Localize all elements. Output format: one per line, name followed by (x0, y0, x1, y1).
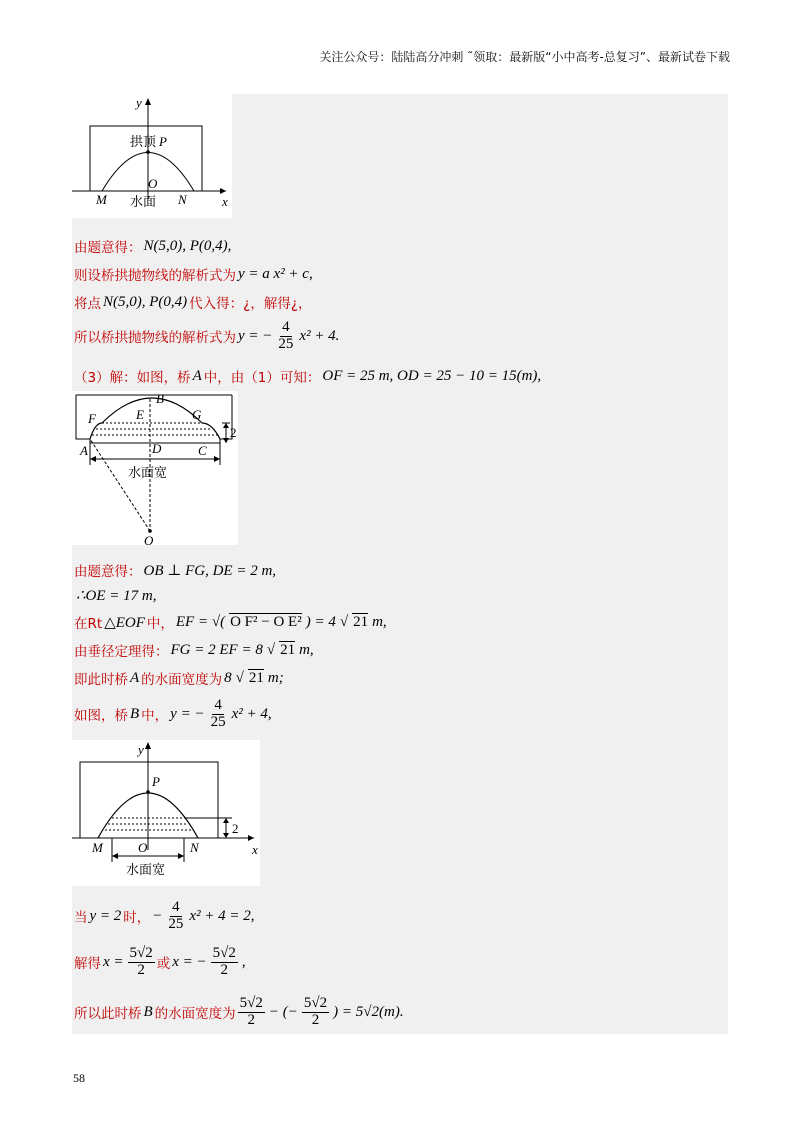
fig2-c-label: C (198, 443, 207, 458)
line-9: 由垂径定理得： FG = 2 EF = 8 √ 21 m, (74, 641, 314, 660)
math: A (130, 669, 140, 686)
fig2-g-label: G (192, 407, 202, 422)
line-7 (74, 586, 159, 605)
fraction (128, 946, 155, 979)
text: 所以桥拱抛物线的解析式为 (74, 330, 236, 347)
text: 代入得：¿，解得¿， (189, 296, 312, 312)
math: ∴OE = 17 m, (76, 588, 157, 604)
text: 当 (74, 910, 88, 927)
text: 如图，桥 (74, 708, 128, 725)
text: 的水面宽度为 (141, 672, 223, 688)
math: OF = 25 m, OD = 25 − 10 = 15(m), (322, 367, 542, 384)
math: x = − (172, 953, 207, 970)
math: y = a x² + c, (238, 265, 313, 282)
math: B (143, 1003, 153, 1020)
fig1-m-label: M (96, 192, 107, 207)
page-number: 58 (73, 1071, 85, 1085)
fig1-arch-top-label: 拱顶 (130, 135, 157, 150)
math: m; (267, 669, 284, 686)
denominator: 2 (220, 961, 229, 978)
line-3 (74, 292, 312, 312)
numerator: 5√2 (129, 945, 153, 961)
line-2 (74, 264, 315, 284)
figure3-svg (72, 740, 260, 886)
text: 所以此时桥 (74, 1006, 142, 1023)
page-header: 关注公众号：陆陆高分冲刺 ˜领取：最新版“小中高考-总复习”、最新试卷下载 (319, 50, 730, 64)
math: m, (372, 613, 387, 630)
math: y = − (170, 705, 205, 722)
denominator: 2 (247, 1011, 256, 1028)
math: x = (103, 953, 124, 970)
fig2-a-label: A (80, 443, 88, 458)
fig3-m-label: M (92, 840, 103, 855)
line-4 (74, 320, 341, 353)
text: 中， (146, 616, 174, 632)
line-14 (74, 996, 406, 1029)
math: y = 2 (89, 907, 122, 924)
math: B (130, 705, 140, 722)
radicand: 21 (280, 642, 296, 658)
math: EF = √( (175, 613, 226, 630)
fig3-water-label: 水面宽 (126, 863, 166, 878)
numerator: 4 (282, 319, 290, 335)
text: 时， (123, 910, 151, 927)
line-1 (74, 236, 233, 256)
text: 则设桥拱抛物线的解析式为 (74, 268, 236, 284)
math: ) = 4 (305, 613, 336, 630)
text: 中，由（1）可知： (203, 370, 321, 386)
math: A (192, 367, 202, 384)
fraction (166, 900, 185, 933)
figure-bridge-parabola (72, 94, 232, 218)
fig1-water-label: 水面 (130, 195, 157, 210)
denominator: 25 (278, 335, 294, 352)
line-13 (74, 946, 248, 979)
fig1-y-label: y (136, 95, 142, 110)
radicand: 21 (248, 670, 264, 686)
math: y = − (238, 327, 273, 344)
fig2-b-label: B (156, 391, 164, 406)
figure2-svg (72, 391, 238, 545)
math: 8 (224, 669, 232, 686)
fig1-x-label: x (222, 194, 228, 209)
fig2-d-label: D (152, 441, 162, 456)
denominator: 2 (311, 1011, 320, 1028)
math: ) = 5√2(m). (333, 1003, 404, 1020)
math: OB ⊥ FG, DE = 2 m, (143, 562, 277, 579)
numerator: 5√2 (303, 995, 328, 1011)
line-11 (74, 698, 274, 731)
math: − (152, 907, 163, 924)
fig2-two-label: 2 (230, 425, 237, 440)
text: 在Rt (74, 616, 103, 632)
denominator: 25 (168, 915, 184, 932)
math: N(5,0), P(0,4), (143, 237, 232, 254)
math: x² + 4. (299, 327, 340, 344)
fig2-f-label: F (88, 411, 96, 426)
numerator: 4 (172, 899, 180, 915)
fraction (238, 996, 265, 1029)
fraction (211, 946, 238, 979)
radicand: O F² − O E² (230, 614, 302, 630)
figure-bridge-circle (72, 391, 238, 545)
math: △EOF (104, 614, 145, 631)
numerator: 5√2 (212, 945, 236, 961)
text: 中， (141, 708, 169, 725)
fig2-e-label: E (136, 407, 144, 422)
text: （3）解：如图，桥 (74, 370, 191, 386)
numerator: 4 (214, 697, 222, 713)
math: FG = 2 EF = 8 (170, 641, 263, 658)
math: x² + 4, (231, 705, 272, 722)
fig3-y-label: y (138, 742, 144, 757)
fig1-n-label: N (178, 192, 187, 207)
fraction (302, 996, 329, 1029)
line-12 (74, 900, 257, 933)
fig3-x-label: x (252, 842, 258, 857)
denominator: 2 (137, 961, 145, 978)
fig2-water-label: 水面宽 (128, 466, 168, 481)
text: 将点 (74, 296, 101, 312)
figure1-svg (72, 94, 232, 218)
figure-bridge-b (72, 740, 260, 886)
fig1-p-label: P (159, 134, 167, 149)
text: 或 (156, 956, 171, 973)
fig2-o-label: O (144, 533, 154, 545)
math: N(5,0), P(0,4) (103, 293, 188, 310)
text: 由垂径定理得： (74, 644, 169, 660)
fig3-p-label: P (152, 774, 160, 789)
numerator: 5√2 (239, 995, 263, 1011)
text: 的水面宽度为 (154, 1006, 236, 1023)
math: m, (299, 641, 314, 658)
text: 解得 (74, 956, 101, 973)
fig3-o-label: O (138, 840, 148, 855)
line-6 (74, 560, 278, 580)
fig3-two-label: 2 (232, 821, 239, 836)
text: 即此时桥 (74, 672, 128, 688)
radicand: 21 (353, 614, 369, 630)
math: x² + 4 = 2, (189, 907, 255, 924)
line-8: 在Rt △EOF 中， EF = √( O F² − O E² ) = 4 √ 21 m, (74, 613, 387, 632)
fig1-o-label: O (148, 176, 158, 191)
math: , (241, 953, 246, 970)
fraction (276, 320, 295, 353)
line-5 (74, 366, 543, 386)
denominator: 25 (210, 713, 226, 730)
fig3-n-label: N (190, 840, 199, 855)
fraction (209, 698, 228, 731)
math: − (− (268, 1003, 298, 1020)
text: 由题意得： (74, 240, 142, 256)
line-10: 即此时桥 A 的水面宽度为 8 √ 21 m; (74, 669, 284, 688)
text: 由题意得： (74, 564, 142, 580)
